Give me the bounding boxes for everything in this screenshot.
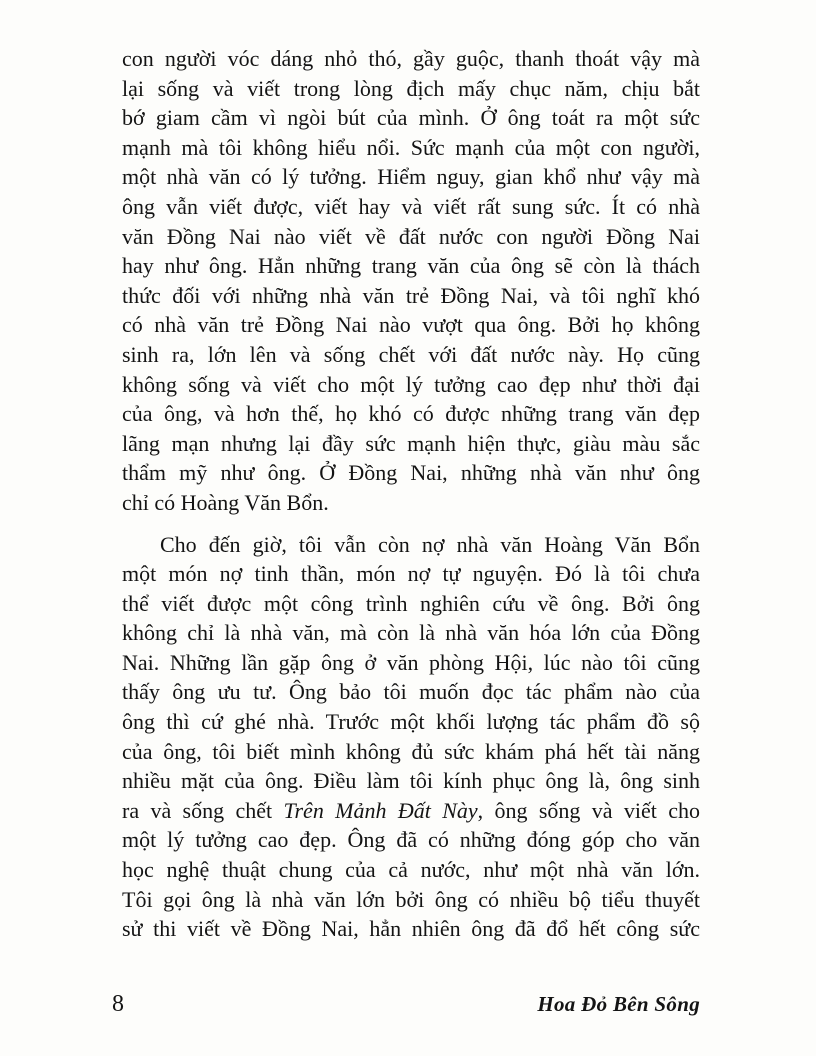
text-line xyxy=(122,825,700,855)
text-segment: ông thì cứ ghé nhà. Trước một khối lượng tác phẩm đồ sộ xyxy=(122,709,700,735)
page-number: 8 xyxy=(112,991,124,1017)
text-segment: của ông, và hơn thế, họ khó có được những trang văn đẹp xyxy=(122,401,700,427)
text-line xyxy=(122,310,700,340)
text-line xyxy=(122,796,700,826)
text-line xyxy=(122,855,700,885)
text-line xyxy=(122,677,700,707)
text-line xyxy=(122,222,700,252)
text-line xyxy=(122,618,700,648)
text-line xyxy=(122,103,700,133)
text-segment: sinh ra, lớn lên và sống chết với đất nước này. Họ cũng xyxy=(122,341,700,367)
text-line xyxy=(122,559,700,589)
text-segment: , ông sống và viết cho xyxy=(477,797,700,823)
body-text xyxy=(122,44,700,944)
text-segment: một lý tưởng cao đẹp. Ông đã có những đóng góp cho văn xyxy=(122,827,700,853)
text-line xyxy=(122,737,700,767)
text-segment: thẩm mỹ như ông. Ở Đồng Nai, những nhà văn như ông xyxy=(122,460,700,486)
text-segment: sử thi viết về Đồng Nai, hẳn nhiên ông đã đổ hết công sức xyxy=(122,916,700,942)
text-segment: hay như ông. Hẳn những trang văn của ông sẽ còn là thách xyxy=(122,253,700,279)
text-segment: văn Đồng Nai nào viết về đất nước con người Đồng Nai xyxy=(122,223,700,249)
text-line xyxy=(122,44,700,74)
text-segment: thấy ông ưu tư. Ông bảo tôi muốn đọc tác phẩm nào của xyxy=(122,679,700,705)
text-segment: có nhà văn trẻ Đồng Nai nào vượt qua ông. Bởi họ không xyxy=(122,312,700,338)
text-line xyxy=(122,766,700,796)
text-line xyxy=(122,589,700,619)
text-line xyxy=(122,399,700,429)
text-line xyxy=(122,488,700,518)
text-line xyxy=(122,885,700,915)
book-title-italic: Trên Mảnh Đất Này xyxy=(283,797,478,823)
text-segment: mạnh mà tôi không hiểu nổi. Sức mạnh của một con người, xyxy=(122,134,700,160)
text-line xyxy=(122,530,700,560)
text-line xyxy=(122,458,700,488)
text-line xyxy=(122,74,700,104)
text-segment: lãng mạn nhưng lại đầy sức mạnh hiện thực, giàu màu sắc xyxy=(122,430,700,456)
text-segment: chỉ có Hoàng Văn Bổn. xyxy=(122,489,329,515)
text-segment: lại sống và viết trong lòng địch mấy chục năm, chịu bắt xyxy=(122,75,700,101)
text-segment: một món nợ tinh thần, món nợ tự nguyện. Đó là tôi chưa xyxy=(122,561,700,587)
text-segment: thức đối với những nhà văn trẻ Đồng Nai, và tôi nghĩ khó xyxy=(122,282,700,308)
text-line xyxy=(122,914,700,944)
text-line xyxy=(122,429,700,459)
text-line xyxy=(122,707,700,737)
text-line xyxy=(122,648,700,678)
text-segment: của ông, tôi biết mình không đủ sức khám phá hết tài năng xyxy=(122,738,700,764)
text-line xyxy=(122,281,700,311)
text-segment: nhiều mặt của ông. Điều làm tôi kính phục ông là, ông sinh xyxy=(122,768,700,794)
running-title: Hoa Đỏ Bên Sông xyxy=(537,992,700,1016)
text-segment: không sống và viết cho một lý tưởng cao đẹp như thời đại xyxy=(122,371,700,397)
text-segment: con người vóc dáng nhỏ thó, gầy guộc, thanh thoát vậy mà xyxy=(122,46,700,71)
text-segment: ông vẫn viết được, viết hay và viết rất sung sức. Ít có nhà xyxy=(122,193,700,219)
text-segment: Nai. Những lần gặp ông ở văn phòng Hội, lúc nào tôi cũng xyxy=(122,649,700,675)
text-segment: Cho đến giờ, tôi vẫn còn nợ nhà văn Hoàng Văn Bổn xyxy=(160,531,700,557)
text-line xyxy=(122,162,700,192)
text-segment: không chỉ là nhà văn, mà còn là nhà văn hóa lớn của Đồng xyxy=(122,620,700,646)
text-line xyxy=(122,340,700,370)
text-segment: ra và sống chết xyxy=(122,797,284,823)
text-segment: học nghệ thuật chung của cả nước, như một nhà văn lớn. xyxy=(122,857,700,883)
text-segment: bớ giam cầm vì ngòi bút của mình. Ở ông toát ra một sức xyxy=(122,105,700,131)
text-segment: thể viết được một công trình nghiên cứu về ông. Bởi ông xyxy=(122,590,700,616)
text-line xyxy=(122,370,700,400)
text-line xyxy=(122,133,700,163)
text-segment: một nhà văn có lý tưởng. Hiểm nguy, gian khổ như vậy mà xyxy=(122,164,700,190)
footer xyxy=(112,991,700,1018)
text-line xyxy=(122,251,700,281)
paragraph xyxy=(122,44,700,518)
paragraph xyxy=(122,530,700,944)
text-segment: Tôi gọi ông là nhà văn lớn bởi ông có nhiều bộ tiểu thuyết xyxy=(122,886,700,912)
text-line xyxy=(122,192,700,222)
